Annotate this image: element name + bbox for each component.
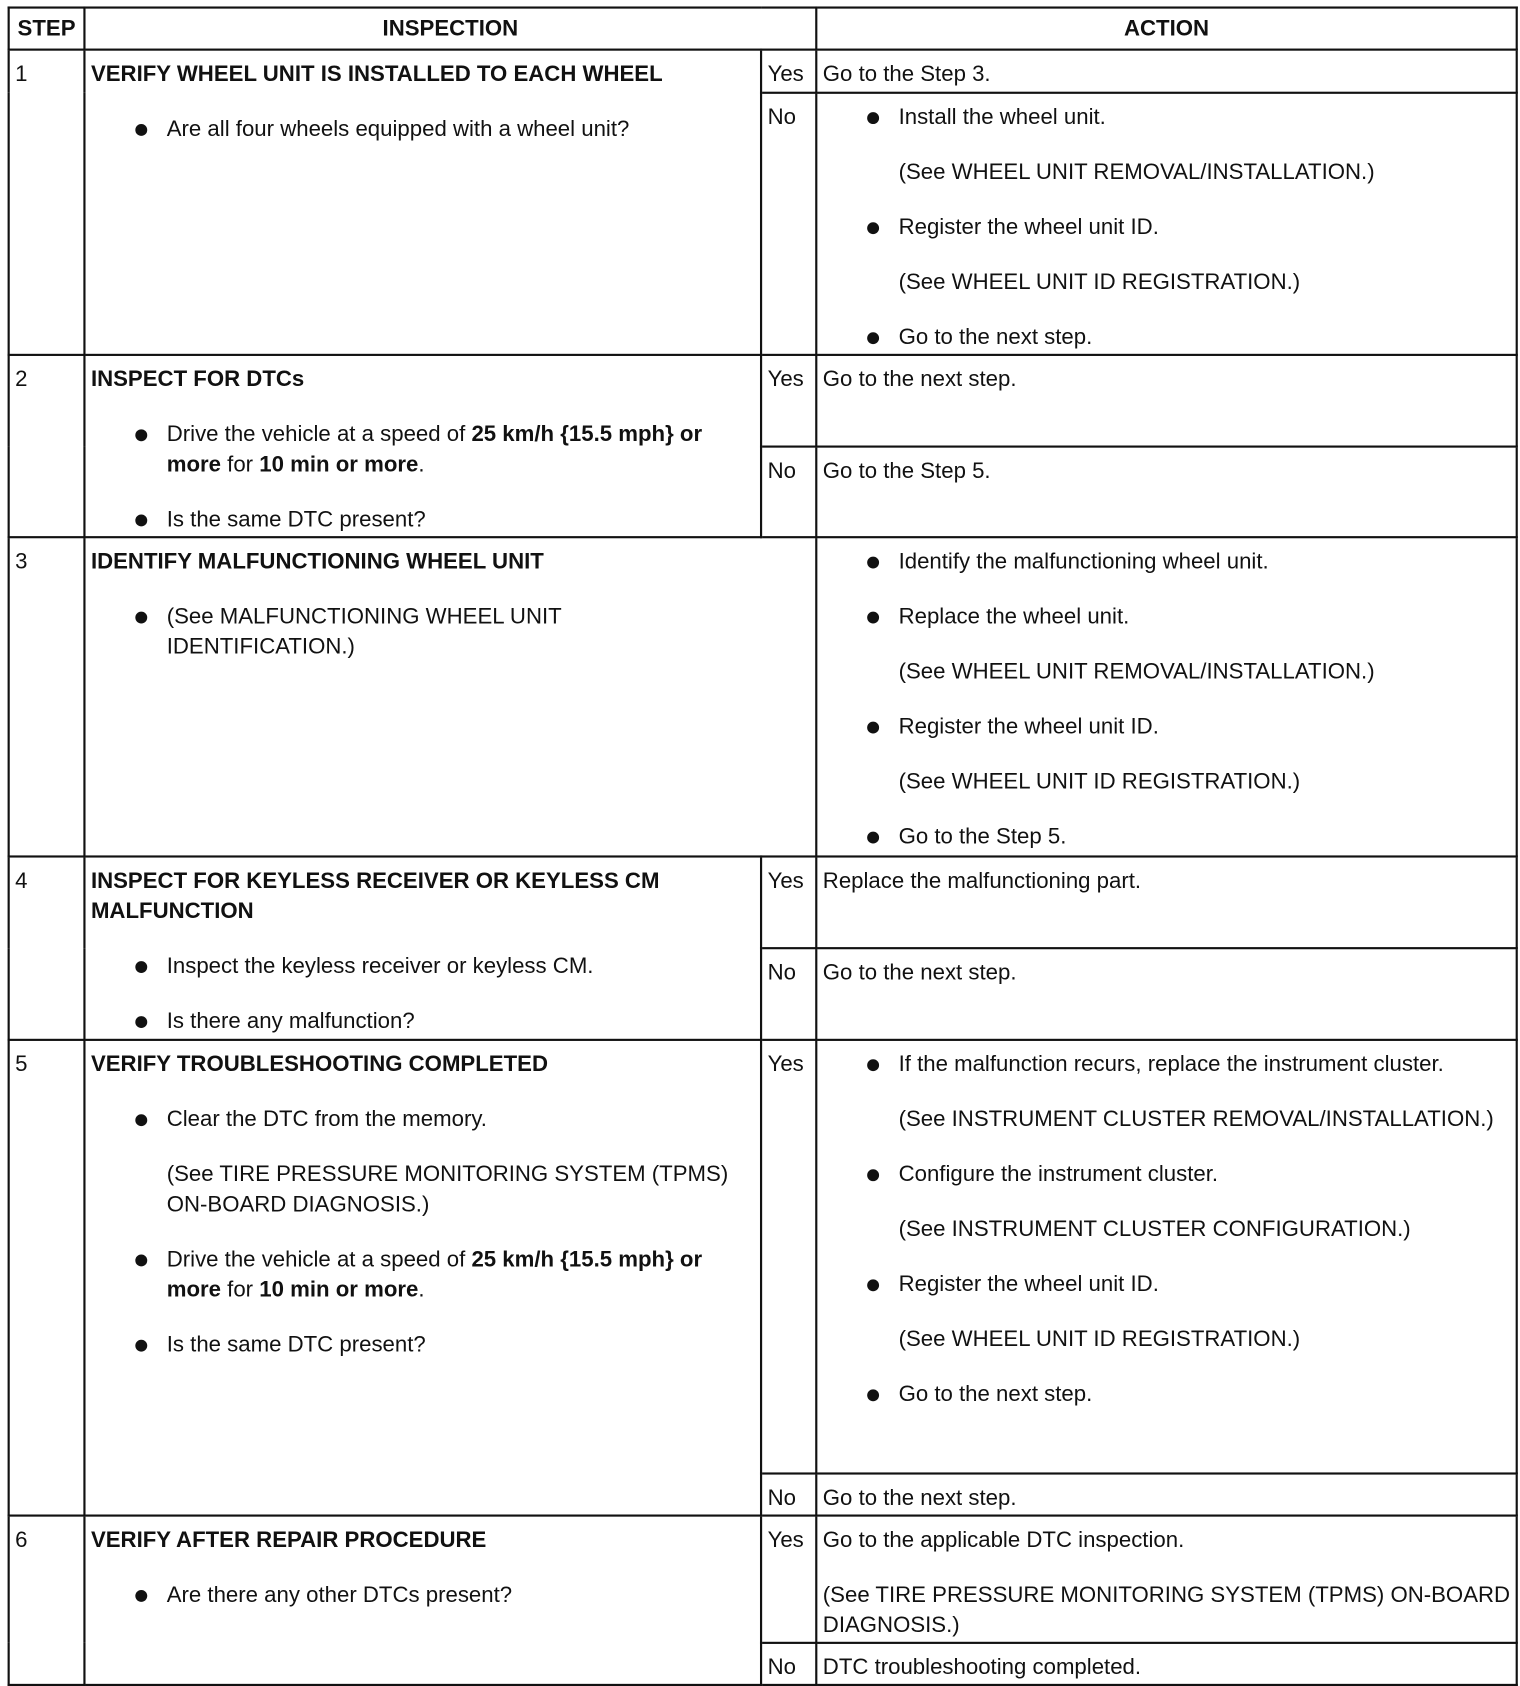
yes-action xyxy=(816,1516,1516,1643)
step-number: 5 xyxy=(9,1040,85,1516)
action-list xyxy=(823,547,1510,852)
yes-label: Yes xyxy=(761,50,816,93)
step-title: VERIFY TROUBLESHOOTING COMPLETED xyxy=(90,1051,548,1077)
list-item: Register the wheel unit ID. (See WHEEL UNIT ID REGISTRATION.) xyxy=(823,1270,1510,1355)
step-number: 2 xyxy=(9,355,85,537)
inspection-list xyxy=(91,420,755,535)
inspection-list xyxy=(91,602,810,662)
step-1-row-yes xyxy=(9,50,1517,93)
list-item: Install the wheel unit. (See WHEEL UNIT REMOVAL/INSTALLATION.) xyxy=(823,102,1510,187)
no-action: Go to the next step. xyxy=(816,1474,1516,1516)
step-4-row-yes xyxy=(9,856,1517,948)
list-item: Identify the malfunctioning wheel unit. xyxy=(823,547,1510,577)
step-number: 4 xyxy=(9,856,85,1039)
list-item: Go to the next step. xyxy=(823,1380,1510,1410)
step-6-row-yes xyxy=(9,1516,1517,1643)
list-item: Is the same DTC present? xyxy=(91,1330,755,1360)
step-3-row xyxy=(9,537,1517,856)
yes-action xyxy=(816,1040,1516,1474)
list-item: Go to the Step 5. xyxy=(823,822,1510,852)
inspection-list xyxy=(91,114,755,144)
yes-action: Go to the Step 3. xyxy=(816,50,1516,93)
inspection-list xyxy=(91,1580,755,1610)
list-item: Replace the wheel unit. (See WHEEL UNIT REMOVAL/INSTALLATION.) xyxy=(823,602,1510,687)
step-5-row-yes xyxy=(9,1040,1517,1474)
yes-label: Yes xyxy=(761,856,816,948)
step-title: INSPECT FOR KEYLESS RECEIVER OR KEYLESS CM MALFUNCTION xyxy=(90,868,660,924)
header-row xyxy=(9,8,1517,50)
list-item: Drive the vehicle at a speed of 25 km/h {15.5 mph} or more for 10 min or more. xyxy=(91,1245,755,1305)
no-action: DTC troubleshooting completed. xyxy=(816,1643,1516,1685)
action-list xyxy=(823,1050,1510,1410)
list-item: Are there any other DTCs present? xyxy=(91,1580,755,1610)
step-2-row-yes xyxy=(9,355,1517,447)
list-item: (See MALFUNCTIONING WHEEL UNIT IDENTIFICATION.) xyxy=(91,602,647,662)
step-inspection xyxy=(84,856,761,1039)
yes-label: Yes xyxy=(761,1040,816,1474)
no-action: Go to the Step 5. xyxy=(816,447,1516,538)
step-inspection xyxy=(84,1516,761,1685)
step-number: 1 xyxy=(9,50,85,355)
step-inspection xyxy=(84,537,816,856)
step-number: 6 xyxy=(9,1516,85,1685)
list-item: Is the same DTC present? xyxy=(91,505,755,535)
list-item: Drive the vehicle at a speed of 25 km/h {15.5 mph} or more for 10 min or more. xyxy=(91,420,755,480)
list-item: Clear the DTC from the memory. (See TIRE PRESSURE MONITORING SYSTEM (TPMS) ON-BOARD DIAGNOSIS.) xyxy=(91,1105,755,1220)
yes-label: Yes xyxy=(761,355,816,447)
no-action xyxy=(816,93,1516,355)
step-number: 3 xyxy=(9,537,85,856)
yes-action: Replace the malfunctioning part. xyxy=(816,856,1516,948)
yes-action: Go to the next step. xyxy=(816,355,1516,447)
list-item: Configure the instrument cluster. (See INSTRUMENT CLUSTER CONFIGURATION.) xyxy=(823,1160,1510,1245)
list-item: Inspect the keyless receiver or keyless CM. xyxy=(91,951,755,981)
step-title: INSPECT FOR DTCs xyxy=(90,366,305,392)
list-item: Go to the next step. xyxy=(823,323,1510,353)
header-action: ACTION xyxy=(816,8,1516,50)
yes-label: Yes xyxy=(761,1516,816,1643)
list-item: Are all four wheels equipped with a wheel unit? xyxy=(91,114,755,144)
header-inspection: INSPECTION xyxy=(84,8,816,50)
action-paragraph: Go to the applicable DTC inspection. xyxy=(822,1527,1185,1553)
list-item: Is there any malfunction? xyxy=(91,1006,755,1036)
list-item: Register the wheel unit ID. (See WHEEL UNIT ID REGISTRATION.) xyxy=(823,712,1510,797)
step-action xyxy=(816,537,1516,856)
step-inspection xyxy=(84,50,761,355)
no-label: No xyxy=(761,1643,816,1685)
step-inspection xyxy=(84,355,761,537)
no-label: No xyxy=(761,948,816,1040)
no-label: No xyxy=(761,93,816,355)
inspection-list xyxy=(91,951,755,1036)
no-action: Go to the next step. xyxy=(816,948,1516,1040)
step-title: VERIFY AFTER REPAIR PROCEDURE xyxy=(90,1527,487,1553)
list-item: Register the wheel unit ID. (See WHEEL UNIT ID REGISTRATION.) xyxy=(823,213,1510,298)
step-title: VERIFY WHEEL UNIT IS INSTALLED TO EACH WHEEL xyxy=(90,61,663,87)
step-title: IDENTIFY MALFUNCTIONING WHEEL UNIT xyxy=(90,549,544,574)
action-paragraph: (See TIRE PRESSURE MONITORING SYSTEM (TPMS) ON-BOARD DIAGNOSIS.) xyxy=(822,1582,1511,1638)
no-label: No xyxy=(761,447,816,538)
step-inspection xyxy=(84,1040,761,1516)
action-list xyxy=(823,102,1510,352)
troubleshooting-table xyxy=(8,6,1518,1686)
no-label: No xyxy=(761,1474,816,1516)
inspection-list xyxy=(91,1105,755,1361)
header-step: STEP xyxy=(9,8,85,50)
list-item: If the malfunction recurs, replace the instrument cluster. (See INSTRUMENT CLUSTER REMOVAL/INSTALLATION.) xyxy=(823,1050,1510,1135)
